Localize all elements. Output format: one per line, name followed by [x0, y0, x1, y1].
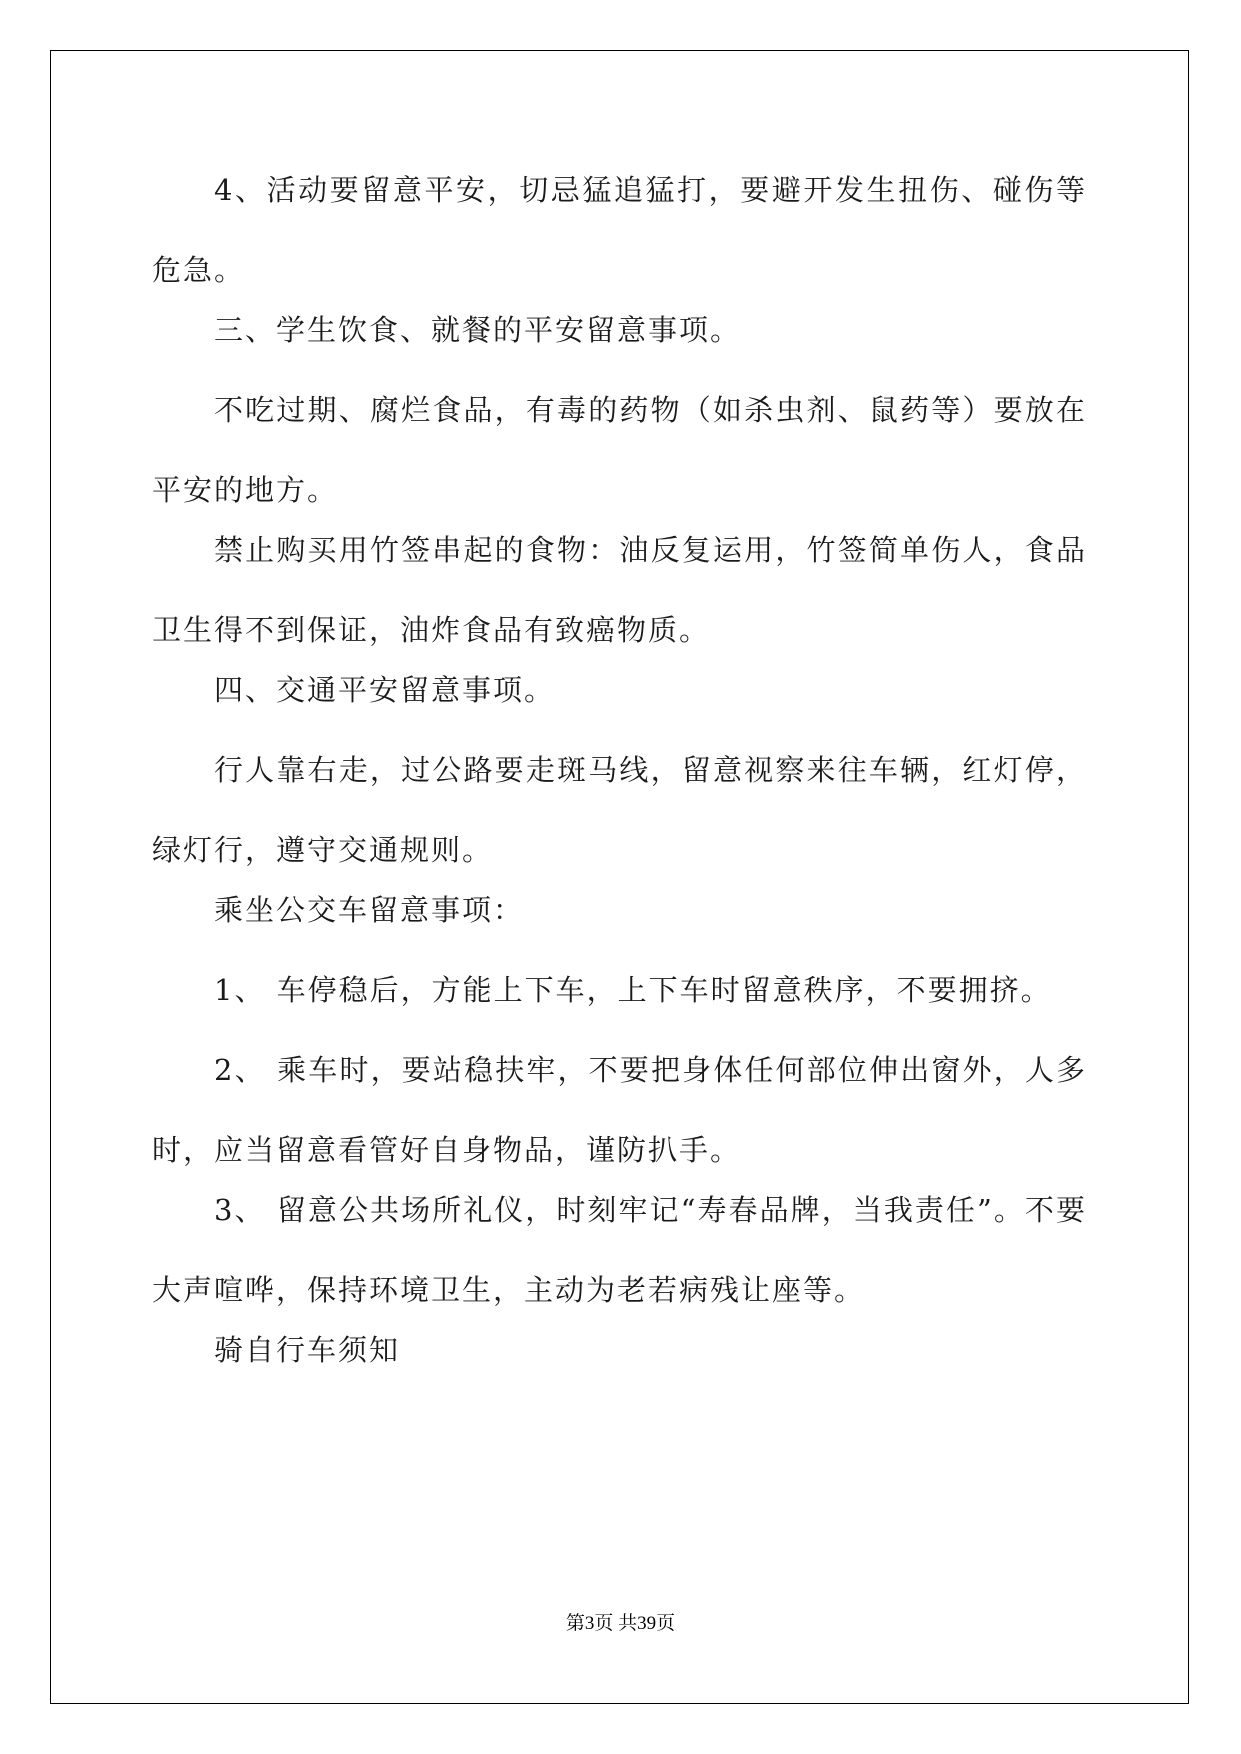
paragraph-pedestrian-rules: 行人靠右走，过公路要走斑马线，留意视察来往车辆，红灯停，绿灯行，遵守交通规则。	[152, 753, 1087, 867]
paragraph-skewered-food: 禁止购买用竹签串起的食物：油反复运用，竹签简单伤人，食品卫生得不到保证，油炸食品有致癌物质。	[152, 533, 1087, 647]
heading-bus-notes: 乘坐公交车留意事项：	[214, 893, 525, 927]
paragraph-activity-safety: 4、活动要留意平安，切忌猛追猛打，要避开发生扭伤、碰伤等危急。	[152, 173, 1087, 287]
heading-diet-safety: 三、学生饮食、就餐的平安留意事项。	[214, 313, 742, 347]
page-number: 第3页 共39页	[565, 1613, 676, 1634]
list-item-bus-2: 2、 乘车时，要站稳扶牢，不要把身体任何部位伸出窗外，人多时，应当留意看管好自身物品，谨防扒手。	[152, 1053, 1087, 1167]
paragraph-expired-food: 不吃过期、腐烂食品，有毒的药物（如杀虫剂、鼠药等）要放在平安的地方。	[152, 393, 1087, 507]
heading-bicycle-notes: 骑自行车须知	[214, 1333, 401, 1367]
list-item-bus-1: 1、 车停稳后，方能上下车，上下车时留意秩序，不要拥挤。	[214, 973, 1052, 1007]
list-item-bus-3: 3、 留意公共场所礼仪，时刻牢记“寿春品牌，当我责任”。不要大声喧哗，保持环境卫生，主动为老若病残让座等。	[152, 1193, 1087, 1307]
heading-traffic-safety: 四、交通平安留意事项。	[214, 673, 556, 707]
